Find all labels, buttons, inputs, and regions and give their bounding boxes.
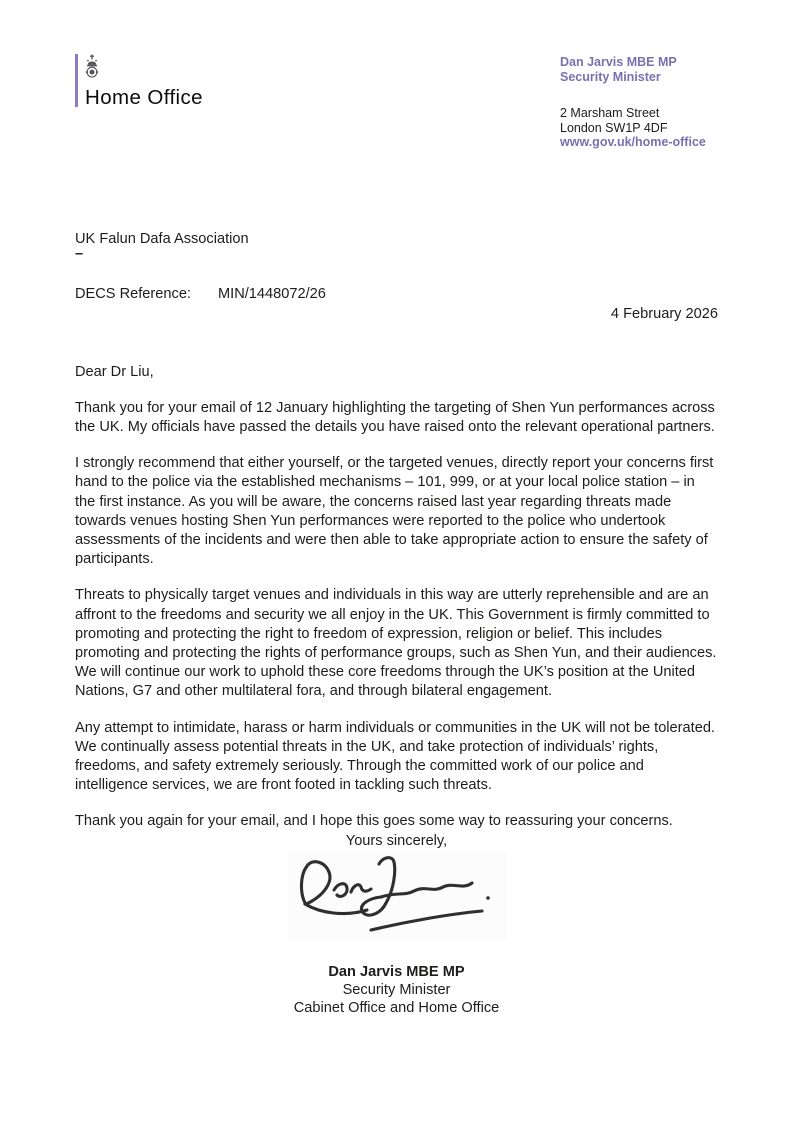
sender-contact-block: [560, 55, 706, 150]
paragraph-1: Thank you for your email of 12 January highlighting the targeting of Shen Yun performances across the UK. My officials have passed the details you have raised onto the relevant operational partners.: [75, 399, 715, 436]
paragraph-4: Any attempt to intimidate, harass or harm individuals or communities in the UK will not be tolerated. We continually assess potential threats in the UK, and take protection of individuals’ rights, freedoms, and safety extremely seriously. Through the committed work of our police and intelligence services, we are front footed in tackling such threats.: [75, 719, 715, 794]
letter-date: 4 February 2026: [610, 306, 718, 323]
paragraph-2: I strongly recommend that either yourself, or the targeted venues, directly report your concerns first hand to the police via the established mechanisms – 101, 999, or at your local police station – in the first instance. As you will be aware, the concerns raised last year regarding threats made towards venues hosting Shen Yun performances were reported to the police who undertook assessments of the incidents and were then able to take appropriate action to ensure the safety of participants.: [75, 455, 714, 568]
home-office-website-link[interactable]: www.gov.uk/home-office: [560, 135, 706, 149]
home-office-logo: [75, 54, 203, 108]
logo-wordmark: Home Office: [85, 86, 203, 109]
paragraph-5: Thank you again for your email, and I hope this goes some way to reassuring your concerns.: [75, 813, 673, 830]
salutation: Dear Dr Liu,: [75, 363, 154, 380]
paragraph-3: Threats to physically target venues and individuals in this way are utterly reprehensible and are an affront to the freedoms and security we all enjoy in the UK. This Government is firmly committed to promoting and protecting the right to freedom of expression, religion or belief. This includes promoting and protecting the rights of performance groups, such as Shen Yun, and their audiences. We will continue our work to uphold these core freedoms through the UK’s position at the United Nations, G7 and other multilateral fora, and through bilateral engagement.: [75, 587, 717, 700]
reference-row: [75, 285, 718, 304]
reference-value: MIN/1448072/26: [218, 286, 326, 303]
signatory-name: Dan Jarvis MBE MP: [328, 963, 465, 980]
reference-label: DECS Reference:: [75, 286, 191, 303]
signoff-block: [75, 963, 718, 1017]
address-line-1: 2 Marsham Street: [560, 106, 660, 120]
signatory-department: Cabinet Office and Home Office: [293, 999, 500, 1016]
address-line-2: London SW1P 4DF: [560, 120, 668, 135]
valediction: Yours sincerely,: [345, 832, 448, 849]
dan-jarvis-signature: [287, 851, 507, 941]
redacted-text-fragment: –: [75, 250, 84, 260]
recipient-organisation: UK Falun Dafa Association: [75, 231, 249, 247]
royal-crest-icon: [85, 54, 99, 79]
minister-name: Dan Jarvis MBE MP: [560, 55, 677, 69]
signatory-title: Security Minister: [342, 981, 451, 998]
minister-title: Security Minister: [560, 69, 661, 84]
letter-body: [75, 230, 718, 1017]
